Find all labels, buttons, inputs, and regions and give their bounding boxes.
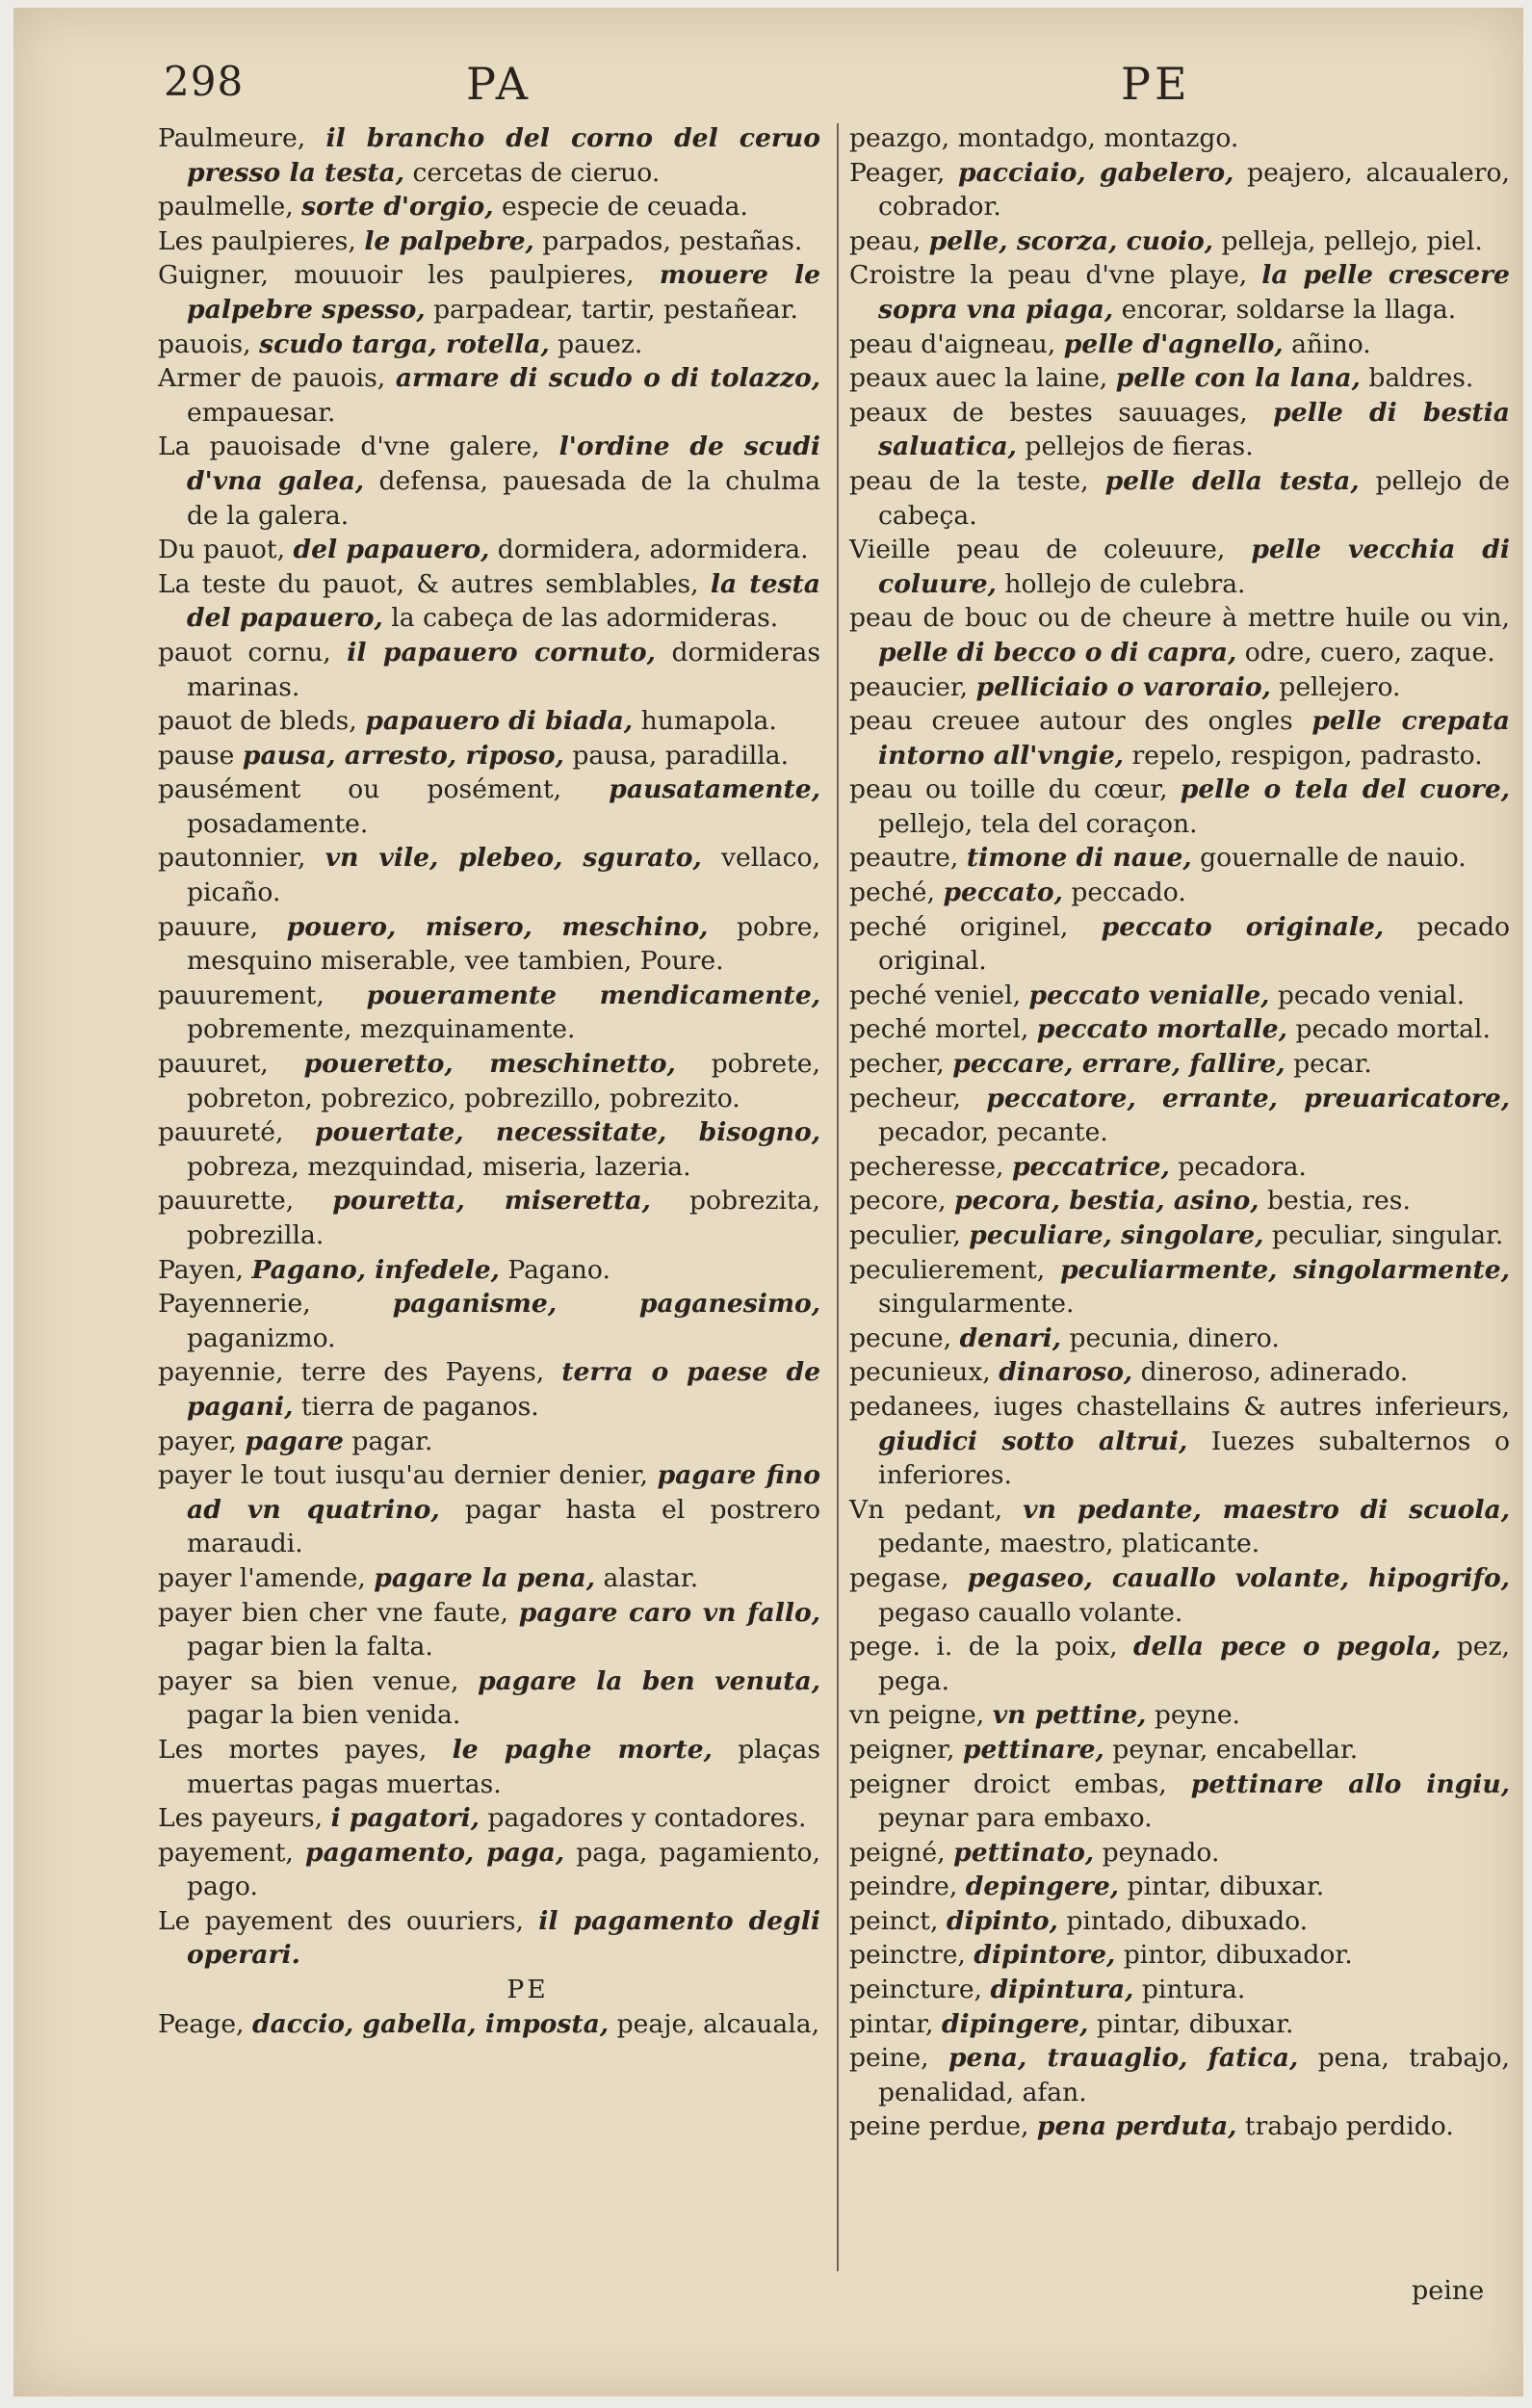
italian-translation: depingere, — [965, 1871, 1120, 1902]
italian-translation: peccato venialle, — [1028, 980, 1270, 1010]
italian-translation: il pagamento degli operari. — [187, 1905, 820, 1971]
italian-translation: dipintura, — [990, 1975, 1134, 2005]
dictionary-entry — [849, 1904, 1510, 1939]
spanish-translation: dineroso, adinerado. — [1140, 1357, 1409, 1388]
spanish-translation: pobrezita, pobrezilla. — [187, 1186, 820, 1250]
dictionary-entry — [158, 1561, 820, 1596]
italian-translation: pagare la ben venuta, — [478, 1665, 820, 1696]
italian-translation: pausatamente, — [609, 774, 820, 805]
dictionary-entry — [158, 361, 820, 430]
spanish-translation: pecado mortal. — [1295, 1014, 1491, 1045]
italian-translation: la testa del papauero, — [187, 568, 820, 634]
french-term: peau, — [849, 225, 922, 256]
french-term: Payennerie, — [158, 1289, 311, 1320]
french-term: pecune, — [849, 1322, 952, 1353]
french-term: Les payeurs, — [158, 1803, 324, 1834]
dictionary-entry — [849, 1322, 1510, 1356]
dictionary-entry — [158, 1047, 820, 1115]
spanish-translation: pausa, paradilla. — [572, 740, 790, 771]
right-column — [849, 121, 1510, 2144]
french-term: pause — [158, 740, 235, 771]
french-term: payer le tout iusqu'au dernier denier, — [158, 1460, 648, 1491]
italian-translation: dipintore, — [974, 1940, 1116, 1971]
italian-translation: pelle di bestia saluatica, — [878, 397, 1510, 462]
italian-translation: mouere le palpebre spesso, — [187, 260, 820, 325]
french-term: peine, — [849, 2043, 929, 2074]
dictionary-entry — [158, 533, 820, 567]
italian-translation: peculiarmente, singolarmente, — [1060, 1254, 1510, 1285]
italian-translation: dipingere, — [941, 2008, 1089, 2039]
dictionary-entry — [158, 327, 820, 362]
italian-translation: l'ordine de scudi d'vna galea, — [187, 432, 820, 496]
italian-translation: Pagano, infedele, — [251, 1254, 500, 1285]
dictionary-entry — [158, 430, 820, 533]
dictionary-entry — [158, 1355, 820, 1424]
italian-translation: peccato originale, — [1101, 911, 1385, 942]
spanish-translation: dormidera, adormidera. — [497, 535, 809, 565]
french-term: peculier, — [849, 1220, 961, 1250]
dictionary-entry — [849, 704, 1510, 772]
italian-translation: della pece o pegola, — [1133, 1632, 1441, 1662]
french-term: pauurement, — [158, 980, 325, 1010]
dictionary-entry — [158, 567, 820, 636]
french-term: peincture, — [849, 1975, 983, 2005]
italian-translation: del papauero, — [293, 535, 490, 565]
spanish-translation: peynado. — [1102, 1837, 1220, 1868]
french-term: peaucier, — [849, 671, 969, 702]
dictionary-entry — [849, 1493, 1510, 1561]
french-term: peinct, — [849, 1905, 939, 1936]
italian-translation: pouertate, necessitate, bisogno, — [315, 1117, 820, 1148]
spanish-translation: pagar. — [351, 1426, 433, 1456]
dictionary-entry — [849, 1938, 1510, 1973]
running-head-right: PE — [1121, 58, 1191, 110]
italian-translation: pagare — [245, 1426, 344, 1456]
spanish-translation: singularmente. — [878, 1289, 1075, 1320]
dictionary-entry — [158, 1801, 820, 1836]
dictionary-entry — [849, 396, 1510, 464]
french-term: Les mortes payes, — [158, 1734, 428, 1765]
dictionary-entry — [849, 258, 1510, 327]
french-term: pauureté, — [158, 1117, 284, 1148]
spanish-translation: vellaco, picaño. — [187, 843, 820, 908]
french-term: Paulmeure, — [158, 123, 306, 153]
spanish-translation: pez, pega. — [878, 1632, 1510, 1696]
spanish-translation: pobrete, pobreton, pobrezico, pobrezillo, pobrezito. — [187, 1049, 820, 1113]
dictionary-entry — [849, 1767, 1510, 1836]
french-term: pauuret, — [158, 1049, 269, 1080]
dictionary-entry — [849, 910, 1510, 979]
dictionary-entry — [849, 841, 1510, 876]
spanish-translation: peaje, alcauala, — [616, 2008, 820, 2039]
italian-translation: pouretta, miseretta, — [332, 1186, 651, 1217]
dictionary-entry — [158, 258, 820, 327]
italian-translation: vn pettine, — [992, 1700, 1147, 1731]
dictionary-entry — [849, 361, 1510, 396]
french-term: payement, — [158, 1837, 294, 1868]
italian-translation: le paghe morte, — [452, 1734, 713, 1765]
dictionary-entry — [849, 1630, 1510, 1698]
dictionary-entry — [158, 1115, 820, 1184]
dictionary-entry — [849, 327, 1510, 362]
dictionary-entry — [849, 1012, 1510, 1047]
spanish-translation: Pagano. — [507, 1254, 610, 1285]
spanish-translation: pobreza, mezquindad, miseria, lazeria. — [187, 1151, 691, 1182]
french-term: Les paulpieres, — [158, 225, 356, 256]
dictionary-entry — [158, 1836, 820, 1904]
french-term: Vieille peau de coleuure, — [849, 535, 1226, 565]
spanish-translation: cercetas de cieruo. — [412, 157, 661, 188]
dictionary-entry — [849, 1733, 1510, 1767]
spanish-translation: pobremente, mezquinamente. — [187, 1014, 576, 1045]
french-term: pege. i. de la poix, — [849, 1632, 1118, 1662]
french-term: peigner droict embas, — [849, 1768, 1167, 1799]
italian-translation: pegaseo, cauallo volante, hipogrifo, — [967, 1562, 1510, 1593]
french-term: payer l'amende, — [158, 1562, 366, 1593]
dictionary-entry — [849, 979, 1510, 1013]
spanish-translation: humapola. — [640, 706, 777, 737]
spanish-translation: paganizmo. — [187, 1322, 336, 1353]
spanish-translation: peynar para embaxo. — [878, 1803, 1153, 1834]
dictionary-entry — [158, 2007, 820, 2042]
french-term: payer sa bien venue, — [158, 1665, 459, 1696]
spanish-translation: peazgo, montadgo, montazgo. — [849, 123, 1239, 153]
italian-translation: pelle d'agnello, — [1063, 328, 1284, 359]
french-term: pauure, — [158, 911, 259, 942]
dictionary-entry — [849, 1870, 1510, 1904]
italian-translation: peccato mortalle, — [1036, 1014, 1287, 1045]
italian-translation: armare di scudo o di tolazzo, — [395, 363, 820, 394]
dictionary-entry — [849, 772, 1510, 841]
italian-translation: i pagatori, — [330, 1803, 480, 1834]
spanish-translation: pedante, maestro, platicante. — [878, 1529, 1260, 1559]
french-term: peché veniel, — [849, 980, 1022, 1010]
dictionary-entry — [849, 670, 1510, 705]
dictionary-entry — [158, 1458, 820, 1561]
spanish-translation: pintura. — [1141, 1975, 1246, 2005]
italian-translation: peccatrice, — [1011, 1151, 1170, 1182]
spanish-translation: peccado. — [1071, 877, 1186, 908]
italian-translation: pecora, bestia, asino, — [954, 1186, 1259, 1217]
spanish-translation: pecar. — [1293, 1049, 1372, 1080]
spanish-translation: pelleja, pellejo, piel. — [1221, 225, 1483, 256]
spanish-translation: peculiar, singular. — [1271, 1220, 1504, 1250]
dictionary-entry — [158, 841, 820, 909]
spanish-translation: pintar, dibuxar. — [1127, 1871, 1325, 1902]
french-term: pintar, — [849, 2008, 934, 2039]
dictionary-entry — [158, 224, 820, 259]
italian-translation: le palpebre, — [364, 225, 534, 256]
italian-translation: pelle, scorza, cuoio, — [928, 225, 1213, 256]
spanish-translation: pagar hasta el postrero maraudi. — [187, 1494, 820, 1559]
dictionary-entry — [849, 1836, 1510, 1871]
dictionary-entry — [158, 979, 820, 1047]
italian-translation: pagare fino ad vn quatrino, — [187, 1460, 820, 1525]
spanish-translation: bestia, res. — [1266, 1186, 1411, 1217]
spanish-translation: peynar, encabellar. — [1112, 1734, 1359, 1765]
french-term: vn peigne, — [849, 1700, 985, 1731]
french-term: pauois, — [158, 328, 251, 359]
italian-translation: la pelle crescere sopra vna piaga, — [878, 260, 1510, 325]
spanish-translation: pintar, dibuxar. — [1096, 2008, 1294, 2039]
italian-translation: peccato, — [943, 877, 1063, 908]
french-term: Peager, — [849, 157, 946, 188]
french-term: pedanees, iuges chastellains & autres inferieurs, — [849, 1391, 1510, 1422]
dictionary-entry — [158, 1184, 820, 1252]
dictionary-entry — [849, 1047, 1510, 1082]
italian-translation: peculiare, singolare, — [969, 1220, 1264, 1250]
italian-translation: scudo targa, rotella, — [259, 328, 550, 359]
french-term: pecunieux, — [849, 1357, 991, 1388]
spanish-translation: posadamente. — [187, 808, 369, 839]
italian-translation: pagamento, paga, — [304, 1837, 565, 1868]
spanish-translation: pecado venial. — [1277, 980, 1466, 1010]
spanish-translation: pecador, pecante. — [878, 1117, 1108, 1148]
italian-translation: papauero di biada, — [365, 706, 634, 737]
italian-translation: paganisme, paganesimo, — [392, 1289, 820, 1320]
italian-translation: dinaroso, — [999, 1357, 1133, 1388]
dictionary-entry — [849, 1698, 1510, 1733]
spanish-translation: pellejero. — [1279, 671, 1401, 702]
french-term: peau de la teste, — [849, 465, 1089, 496]
spanish-translation: hollejo de culebra. — [1004, 568, 1246, 599]
french-term: peindre, — [849, 1871, 958, 1902]
french-term: payer, — [158, 1426, 237, 1456]
french-term: Armer de pauois, — [158, 363, 386, 394]
italian-translation: terra o paese de pagani, — [187, 1357, 820, 1422]
spanish-translation: especie de ceuada. — [501, 192, 748, 222]
dictionary-entry — [849, 601, 1510, 669]
french-term: pecheresse, — [849, 1151, 1004, 1182]
french-term: peinctre, — [849, 1940, 966, 1971]
french-term: La teste du pauot, & autres semblables, — [158, 568, 699, 599]
spanish-translation: pellejos de fieras. — [1025, 432, 1254, 462]
italian-translation: giudici sotto altrui, — [878, 1426, 1188, 1456]
spanish-translation: pena, trabajo, penalidad, afan. — [878, 2043, 1510, 2107]
spanish-translation: la cabeça de las adormideras. — [391, 603, 779, 634]
italian-translation: pausa, arresto, riposo, — [242, 740, 564, 771]
column-rule — [837, 123, 839, 2271]
dictionary-entry — [158, 636, 820, 704]
dictionary-entry — [849, 1390, 1510, 1493]
spanish-translation: pintado, dibuxado. — [1066, 1905, 1309, 1936]
dictionary-entry — [849, 464, 1510, 533]
spanish-translation: pagar la bien venida. — [187, 1700, 461, 1731]
spanish-translation: pagar bien la falta. — [187, 1632, 433, 1662]
italian-translation: peccare, errare, fallire, — [952, 1049, 1285, 1080]
italian-translation: vn pedante, maestro di scuola, — [1023, 1494, 1510, 1525]
french-term: La pauoisade d'vne galere, — [158, 432, 540, 462]
spanish-translation: pauez. — [558, 328, 643, 359]
french-term: peautre, — [849, 843, 959, 874]
spanish-translation: alastar. — [603, 1562, 699, 1593]
section-heading: PE — [506, 1975, 549, 2005]
italian-translation: il brancho del corno del ceruo presso la testa, — [187, 123, 820, 188]
italian-translation: timone di naue, — [966, 843, 1192, 874]
french-term: pecher, — [849, 1049, 945, 1080]
spanish-translation: pobre, mesquino miserable, vee tambien, Poure. — [187, 911, 820, 977]
italian-translation: poueretto, meschinetto, — [303, 1049, 676, 1080]
dictionary-entry — [158, 772, 820, 841]
spanish-translation: pecado original. — [878, 911, 1510, 977]
spanish-translation: Iuezes subalternos o inferiores. — [878, 1426, 1510, 1491]
italian-translation: pelle con la lana, — [1115, 363, 1361, 394]
dictionary-entry — [849, 1184, 1510, 1218]
spanish-translation: pecunia, dinero. — [1069, 1322, 1280, 1353]
french-term: peché originel, — [849, 911, 1069, 942]
spanish-translation: trabajo perdido. — [1244, 2111, 1454, 2142]
french-term: peine perdue, — [849, 2111, 1029, 2142]
spanish-translation: dormideras marinas. — [187, 637, 820, 702]
italian-translation: dipinto, — [946, 1905, 1058, 1936]
french-term: payer bien cher vne faute, — [158, 1597, 508, 1628]
italian-translation: pelle di becco o di capra, — [878, 637, 1237, 667]
spanish-translation: pintor, dibuxador. — [1123, 1940, 1353, 1971]
dictionary-entry — [849, 1253, 1510, 1322]
spanish-translation: parpados, pestañas. — [542, 225, 803, 256]
italian-translation: pacciaio, gabelero, — [957, 157, 1234, 188]
dictionary-entry — [158, 910, 820, 979]
spanish-translation: pellejo, tela del coraçon. — [878, 808, 1198, 839]
dictionary-entry — [158, 1904, 820, 1973]
italian-translation: pelliciaio o varoraio, — [975, 671, 1271, 702]
italian-translation: pettinato, — [953, 1837, 1095, 1868]
spanish-translation: repelo, respigon, padrasto. — [1131, 740, 1483, 771]
italian-translation: sorte d'orgio, — [301, 192, 494, 222]
left-column — [158, 121, 820, 2041]
italian-translation: denari, — [959, 1322, 1062, 1353]
spanish-translation: defensa, pauesada de la chulma de la galera. — [187, 465, 820, 531]
french-term: pauot de bleds, — [158, 706, 357, 737]
french-term: pauot cornu, — [158, 637, 331, 667]
spanish-translation: pecadora. — [1178, 1151, 1307, 1182]
french-term: paulmelle, — [158, 192, 294, 222]
french-term: peau d'aigneau, — [849, 328, 1056, 359]
dictionary-entry — [849, 1973, 1510, 2007]
french-term: peigner, — [849, 1734, 955, 1765]
running-head-left: PA — [466, 58, 532, 110]
spanish-translation: pegaso cauallo volante. — [878, 1597, 1183, 1628]
french-term: pecore, — [849, 1186, 947, 1217]
italian-translation: pettinare allo ingiu, — [1190, 1768, 1510, 1799]
spanish-translation: gouernalle de nauio. — [1200, 843, 1467, 874]
italian-translation: pagare la pena, — [374, 1562, 596, 1593]
dictionary-entry — [158, 1287, 820, 1355]
dictionary-entry — [849, 1561, 1510, 1630]
french-term: peché mortel, — [849, 1014, 1029, 1045]
spanish-translation: pellejo de cabeça. — [878, 465, 1510, 531]
french-term: peigné, — [849, 1837, 946, 1868]
spanish-translation: añino. — [1291, 328, 1371, 359]
dictionary-entry — [158, 1596, 820, 1664]
spanish-translation: parpadear, tartir, pestañear. — [433, 294, 798, 325]
spanish-translation: odre, cuero, zaque. — [1244, 637, 1495, 667]
dictionary-entry — [849, 224, 1510, 259]
french-term: payennie, terre des Payens, — [158, 1357, 545, 1388]
spanish-translation: peajero, alcaualero, cobrador. — [878, 157, 1510, 222]
french-term: Du pauot, — [158, 535, 286, 565]
french-term: Croistre la peau d'vne playe, — [849, 260, 1248, 291]
dictionary-entry — [849, 1355, 1510, 1390]
dictionary-entry — [849, 1082, 1510, 1150]
french-term: peculierement, — [849, 1254, 1046, 1285]
dictionary-entry — [849, 2109, 1510, 2144]
french-term: Vn pedant, — [849, 1494, 1003, 1525]
french-term: peau creuee autour des ongles — [849, 706, 1293, 737]
spanish-translation: plaças muertas pagas muertas. — [187, 1734, 820, 1799]
dictionary-page — [13, 8, 1523, 2396]
french-term: pauurette, — [158, 1186, 295, 1217]
french-term: peau de bouc ou de cheure à mettre huile ou vin, — [849, 603, 1510, 634]
dictionary-entry — [849, 2007, 1510, 2042]
dictionary-entry — [158, 739, 820, 773]
italian-translation: pettinare, — [962, 1734, 1104, 1765]
spanish-translation: baldres. — [1368, 363, 1474, 394]
italian-translation: pena perduta, — [1036, 2111, 1237, 2142]
italian-translation: il papauero cornuto, — [347, 637, 656, 667]
french-term: Le payement des ouuriers, — [158, 1905, 525, 1936]
dictionary-entry — [849, 1150, 1510, 1185]
dictionary-entry — [158, 1425, 820, 1459]
french-term: peaux de bestes sauuages, — [849, 397, 1248, 428]
italian-translation: pelle o tela del cuore, — [1180, 774, 1510, 805]
french-term: pecheur, — [849, 1083, 961, 1113]
italian-translation: poueramente mendicamente, — [366, 980, 820, 1010]
italian-translation: pouero, misero, meschino, — [286, 911, 709, 942]
italian-translation: pelle della testa, — [1104, 465, 1360, 496]
page-number: 298 — [164, 58, 245, 105]
dictionary-entry — [849, 533, 1510, 601]
dictionary-entry — [849, 2041, 1510, 2109]
dictionary-entry — [158, 1253, 820, 1288]
french-term: peaux auec la laine, — [849, 363, 1108, 394]
dictionary-entry — [849, 156, 1510, 224]
french-term: peché, — [849, 877, 935, 908]
french-term: pautonnier, — [158, 843, 306, 874]
french-term: pausément ou posément, — [158, 774, 562, 805]
french-term: peau ou toille du cœur, — [849, 774, 1168, 805]
dictionary-entry — [158, 190, 820, 224]
dictionary-entry — [849, 121, 1510, 156]
italian-translation: pelle crepata intorno all'vngie, — [878, 706, 1510, 771]
italian-translation: peccatore, errante, preuaricatore, — [986, 1083, 1510, 1113]
dictionary-entry — [158, 704, 820, 739]
spanish-translation: tierra de paganos. — [300, 1391, 539, 1422]
italian-translation: pena, trauaglio, fatica, — [948, 2043, 1299, 2074]
spanish-translation: peyne. — [1154, 1700, 1241, 1731]
italian-translation: pelle vecchia di coluure, — [878, 535, 1510, 599]
spanish-translation: pagadores y contadores. — [487, 1803, 807, 1834]
spanish-translation: paga, pagamiento, pago. — [187, 1837, 820, 1902]
dictionary-entry — [158, 1733, 820, 1801]
dictionary-entry — [158, 121, 820, 190]
french-term: pegase, — [849, 1562, 949, 1593]
italian-translation: vn vile, plebeo, sgurato, — [325, 843, 702, 874]
dictionary-entry — [849, 876, 1510, 910]
italian-translation: pagare caro vn fallo, — [518, 1597, 820, 1628]
spanish-translation: encorar, soldarse la llaga. — [1121, 294, 1457, 325]
italian-translation: daccio, gabella, imposta, — [251, 2008, 610, 2039]
french-term: Guigner, mouuoir les paulpieres, — [158, 260, 635, 291]
dictionary-entry — [158, 1664, 820, 1733]
french-term: Peage, — [158, 2008, 245, 2039]
french-term: Payen, — [158, 1254, 244, 1285]
spanish-translation: empauesar. — [187, 397, 336, 428]
catchword: peine — [1412, 2276, 1485, 2306]
dictionary-entry — [849, 1218, 1510, 1253]
